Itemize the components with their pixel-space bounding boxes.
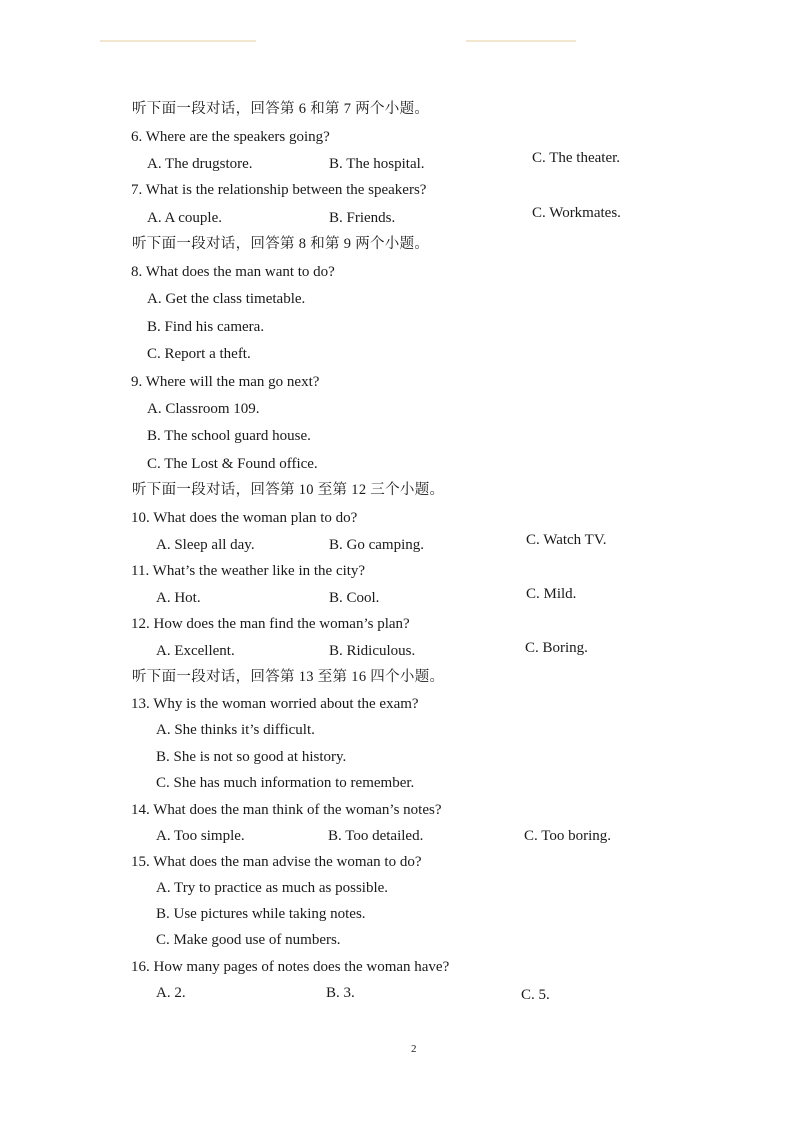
option-b: B. Use pictures while taking notes. bbox=[156, 906, 366, 922]
option-a: A. The drugstore. bbox=[147, 156, 253, 172]
option-b: B. Cool. bbox=[329, 590, 380, 606]
scan-mark bbox=[100, 40, 256, 42]
section-instruction: 听下面一段对话，回答第 6 和第 7 两个小题。 bbox=[132, 101, 430, 117]
option-a: A. Sleep all day. bbox=[156, 537, 255, 553]
question-8: 8. What does the man want to do? bbox=[131, 264, 335, 280]
question-10: 10. What does the woman plan to do? bbox=[131, 510, 358, 526]
option-a: A. Too simple. bbox=[156, 828, 245, 844]
option-c: C. Make good use of numbers. bbox=[156, 932, 341, 948]
option-b: B. Ridiculous. bbox=[329, 643, 416, 659]
option-c: C. 5. bbox=[521, 987, 550, 1003]
question-11: 11. What’s the weather like in the city? bbox=[131, 563, 366, 579]
option-b: B. The hospital. bbox=[329, 156, 425, 172]
section-instruction: 听下面一段对话，回答第 10 至第 12 三个小题。 bbox=[132, 482, 445, 498]
section-instruction: 听下面一段对话，回答第 13 至第 16 四个小题。 bbox=[132, 669, 445, 685]
question-15: 15. What does the man advise the woman to do? bbox=[131, 854, 422, 870]
option-c: C. The theater. bbox=[532, 150, 621, 166]
option-c: C. Mild. bbox=[526, 586, 577, 602]
option-b: B. Find his camera. bbox=[147, 319, 265, 335]
question-6: 6. Where are the speakers going? bbox=[131, 129, 330, 145]
option-a: A. Get the class timetable. bbox=[147, 291, 306, 307]
option-c: C. Boring. bbox=[525, 640, 588, 656]
option-a: A. Hot. bbox=[156, 590, 201, 606]
question-9: 9. Where will the man go next? bbox=[131, 374, 320, 390]
option-a: A. A couple. bbox=[147, 210, 222, 226]
option-b: B. Friends. bbox=[329, 210, 396, 226]
option-c: C. The Lost & Found office. bbox=[147, 456, 318, 472]
option-c: C. Watch TV. bbox=[526, 532, 607, 548]
page-number: 2 bbox=[411, 1043, 417, 1055]
option-a: A. 2. bbox=[156, 985, 186, 1001]
option-c: C. She has much information to remember. bbox=[156, 775, 415, 791]
option-c: C. Report a theft. bbox=[147, 346, 251, 362]
option-b: B. Too detailed. bbox=[328, 828, 424, 844]
option-a: A. Classroom 109. bbox=[147, 401, 260, 417]
scan-mark bbox=[466, 40, 576, 42]
option-c: C. Workmates. bbox=[532, 205, 621, 221]
option-a: A. Excellent. bbox=[156, 643, 235, 659]
question-13: 13. Why is the woman worried about the exam? bbox=[131, 696, 419, 712]
option-a: A. She thinks it’s difficult. bbox=[156, 722, 315, 738]
option-b: B. 3. bbox=[326, 985, 355, 1001]
question-16: 16. How many pages of notes does the woman have? bbox=[131, 959, 450, 975]
option-a: A. Try to practice as much as possible. bbox=[156, 880, 389, 896]
question-12: 12. How does the man find the woman’s plan? bbox=[131, 616, 410, 632]
section-instruction: 听下面一段对话，回答第 8 和第 9 两个小题。 bbox=[132, 236, 430, 252]
question-14: 14. What does the man think of the woman’s notes? bbox=[131, 802, 442, 818]
option-b: B. Go camping. bbox=[329, 537, 424, 553]
option-c: C. Too boring. bbox=[524, 828, 612, 844]
option-b: B. The school guard house. bbox=[147, 428, 311, 444]
question-7: 7. What is the relationship between the speakers? bbox=[131, 182, 427, 198]
option-b: B. She is not so good at history. bbox=[156, 749, 347, 765]
